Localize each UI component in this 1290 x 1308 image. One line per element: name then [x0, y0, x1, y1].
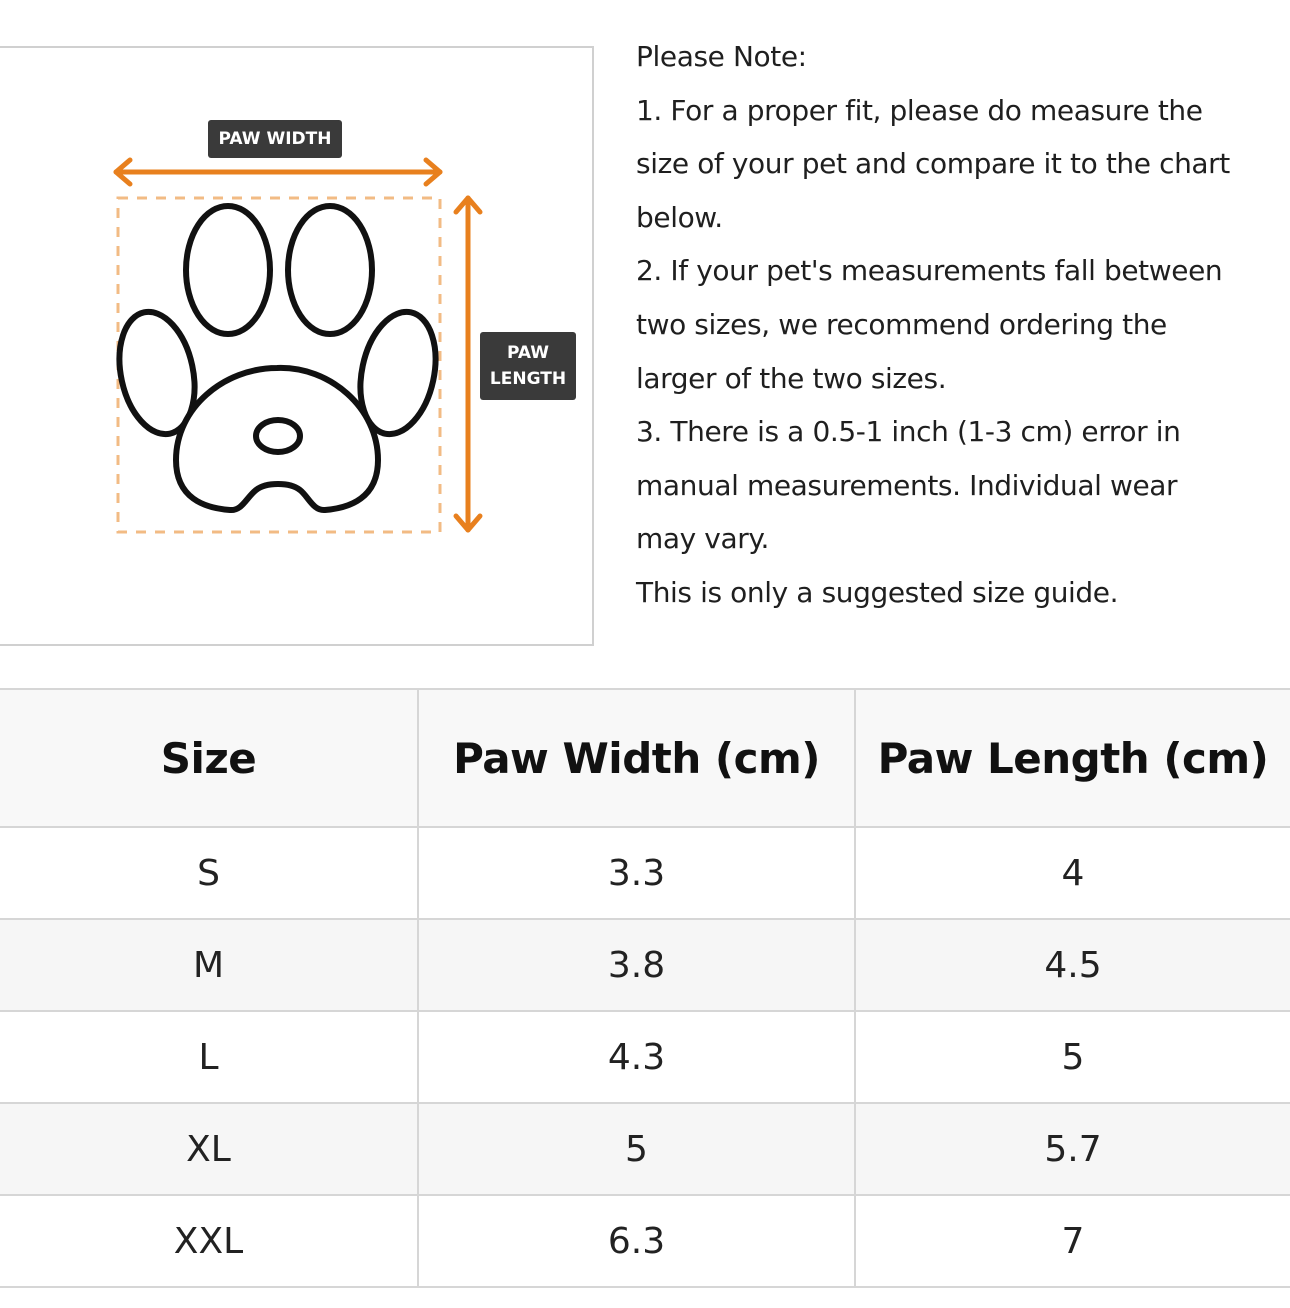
note-line: may vary.	[636, 522, 770, 556]
note-line: two sizes, we recommend ordering the	[636, 307, 1167, 341]
cell-size: L	[0, 1011, 418, 1103]
cell-paw-width: 4.3	[418, 1011, 855, 1103]
note-footer: This is only a suggested size guide.	[636, 575, 1119, 609]
note-line: 2. If your pet's measurements fall between	[636, 254, 1223, 288]
cell-paw-width: 3.3	[418, 827, 855, 919]
cell-size: XXL	[0, 1195, 418, 1287]
cell-paw-length: 5	[855, 1011, 1290, 1103]
size-notes	[636, 30, 1286, 620]
cell-paw-length: 5.7	[855, 1103, 1290, 1195]
cell-paw-length: 7	[855, 1195, 1290, 1287]
cell-paw-width: 5	[418, 1103, 855, 1195]
table-row	[0, 1011, 1290, 1103]
note-line: size of your pet and compare it to the chart	[636, 147, 1230, 181]
table-header-row	[0, 689, 1290, 827]
paw-width-arrow	[116, 160, 440, 184]
note-line: manual measurements. Individual wear	[636, 468, 1178, 502]
cell-paw-width: 6.3	[418, 1195, 855, 1287]
paw-icon	[109, 206, 446, 510]
paw-width-label: PAW WIDTH	[208, 120, 342, 158]
size-chart-table	[0, 688, 1290, 1288]
note-line: 1. For a proper fit, please do measure the	[636, 93, 1203, 127]
header-paw-width: Paw Width (cm)	[418, 689, 855, 827]
cell-size: S	[0, 827, 418, 919]
note-heading: Please Note:	[636, 40, 807, 73]
note-line: below.	[636, 200, 723, 234]
table-row	[0, 919, 1290, 1011]
cell-paw-width: 3.8	[418, 919, 855, 1011]
paw-length-label: PAW LENGTH	[480, 332, 576, 400]
paw-diagram-panel	[0, 46, 594, 646]
table-row	[0, 1195, 1290, 1287]
table-row	[0, 1103, 1290, 1195]
cell-size: XL	[0, 1103, 418, 1195]
cell-paw-length: 4	[855, 827, 1290, 919]
header-paw-length: Paw Length (cm)	[855, 689, 1290, 827]
note-line: larger of the two sizes.	[636, 361, 947, 395]
header-size: Size	[0, 689, 418, 827]
cell-paw-length: 4.5	[855, 919, 1290, 1011]
cell-size: M	[0, 919, 418, 1011]
note-line: 3. There is a 0.5-1 inch (1-3 cm) error in	[636, 415, 1181, 449]
paw-length-arrow	[456, 198, 480, 530]
table-row	[0, 827, 1290, 919]
